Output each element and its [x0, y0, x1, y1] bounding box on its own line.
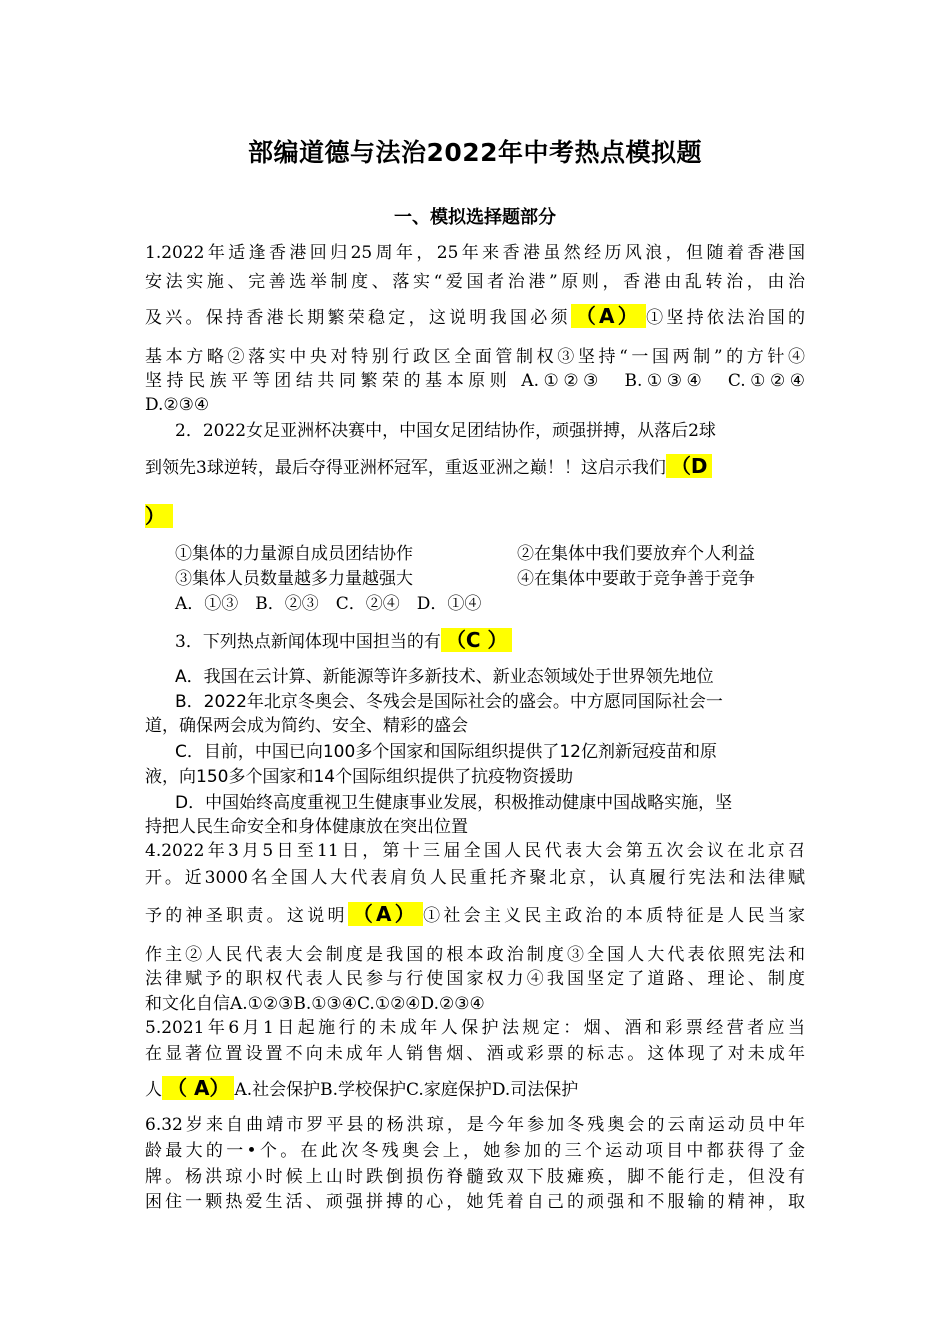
q4-line-5: 法律赋予的职权代表人民参与行使国家权力④我国坚定了道路、理论、制度 — [145, 969, 805, 989]
q2-line-2 — [145, 455, 712, 479]
q4-line-6: 和文化自信A.①②③B.①③④C.①②④D.②③④ — [145, 994, 485, 1014]
page-title: 部编道德与法治2022年中考热点模拟题 — [247, 138, 703, 167]
q5-options: A.社会保护B.学校保护C.家庭保护D.司法保护 — [234, 1080, 579, 1100]
q4-text: 予的神圣职责。这说明 — [145, 906, 348, 926]
q3-option-c-1: C．目前，中国已向100多个国家和国际组织提供了12亿剂新冠疫苗和原 — [175, 742, 717, 762]
q6-line-1: 6.32岁来自曲靖市罗平县的杨洪琼，是今年参加冬残奥会的云南运动员中年 — [145, 1115, 805, 1135]
q3-option-b-2: 道，确保两会成为简约、安全、精彩的盛会 — [145, 716, 468, 736]
q2-option-3: ③集体人员数量越多力量越强大 — [175, 569, 413, 589]
q4-line-1: 4.2022年3月5日至11日，第十三届全国人民代表大会第五次会议在北京召 — [145, 841, 805, 861]
q3-option-d-2: 持把人民生命安全和身体健康放在突出位置 — [145, 817, 468, 837]
q1-line-4: 基本方略②落实中央对特别行政区全面管制权③坚持“一国两制”的方针④ — [145, 347, 805, 367]
q2-answer-close: ） — [145, 504, 173, 528]
q5-line-2: 在显著位置设置不向未成年人销售烟、酒或彩票的标志。这体现了对未成年 — [145, 1044, 805, 1064]
q6-line-3: 牌。杨洪琼小时候上山时跌倒损伤脊髓致双下肢瘫痪，脚不能行走，但没有 — [145, 1167, 805, 1187]
q1-line-1: 1.2022年适逢香港回归25周年，25年来香港虽然经历风浪，但随着香港国 — [145, 243, 805, 263]
q1-text: 及兴。保持香港长期繁荣稳定，这说明我国必须 — [145, 308, 571, 328]
q3-option-a: A．我国在云计算、新能源等许多新技术、新业态领域处于世界领先地位 — [175, 667, 714, 687]
q1-line-2: 安法实施、完善选举制度、落实“爱国者治港”原则，香港由乱转治，由治 — [145, 272, 805, 292]
q2-line-3 — [145, 505, 173, 529]
q5-line-1: 5.2021年6月1日起施行的未成年人保护法规定：烟、酒和彩票经营者应当 — [145, 1018, 805, 1038]
section-heading: 一、模拟选择题部分 — [394, 207, 556, 228]
q3-option-d-1: D．中国始终高度重视卫生健康事业发展，积极推动健康中国战略实施，坚 — [175, 793, 733, 813]
q3-text: 3．下列热点新闻体现中国担当的有 — [175, 632, 441, 652]
q1-line-3 — [145, 305, 805, 329]
q5-answer: （ A） — [162, 1076, 234, 1100]
q1-answer: （A） — [571, 304, 646, 328]
q4-text-cont: ①社会主义民主政治的本质特征是人民当家 — [423, 906, 806, 926]
q2-option-2: ②在集体中我们要放弃个人利益 — [517, 544, 755, 564]
q4-answer: （A） — [348, 902, 423, 926]
q2-line-1: 2．2022女足亚洲杯决赛中，中国女足团结协作，顽强拼搏，从落后2球 — [175, 421, 716, 441]
q2-option-1: ①集体的力量源自成员团结协作 — [175, 544, 413, 564]
q6-line-2: 龄最大的一•个。在此次冬残奥会上，她参加的三个运动项目中都获得了金 — [145, 1141, 805, 1161]
q3-stem — [175, 629, 512, 653]
q3-option-b-1: B．2022年北京冬奥会、冬残会是国际社会的盛会。中方愿同国际社会一 — [175, 692, 723, 712]
q2-text: 到领先3球逆转，最后夺得亚洲杯冠军，重返亚洲之巅！！这启示我们 — [145, 458, 666, 478]
q2-option-4: ④在集体中要敢于竞争善于竞争 — [517, 569, 755, 589]
q4-line-2: 开。近3000名全国人大代表肩负人民重托齐聚北京，认真履行宪法和法律赋 — [145, 868, 805, 888]
q5-line-3 — [145, 1077, 578, 1101]
q6-line-4: 困住一颗热爱生活、顽强拼搏的心，她凭着自己的顽强和不服输的精神，取 — [145, 1192, 805, 1212]
q2-choices: A．①③ B．②③ C．②④ D．①④ — [175, 594, 482, 614]
q5-text: 人 — [145, 1080, 162, 1100]
q1-line-5: 坚持民族平等团结共同繁荣的基本原则 A.①②③ B.①③④ C.①②④ — [145, 371, 805, 391]
q1-text-cont: ①坚持依法治国的 — [646, 308, 806, 328]
q3-option-c-2: 液，向150多个国家和14个国际组织提供了抗疫物资援助 — [145, 767, 574, 787]
q1-line-6: D.②③④ — [145, 395, 210, 415]
q4-line-3 — [145, 903, 805, 927]
q3-answer: （C ） — [441, 628, 513, 652]
q2-answer: （D — [666, 454, 713, 478]
q4-line-4: 作主②人民代表大会制度是我国的根本政治制度③全国人大代表依照宪法和 — [145, 945, 805, 965]
